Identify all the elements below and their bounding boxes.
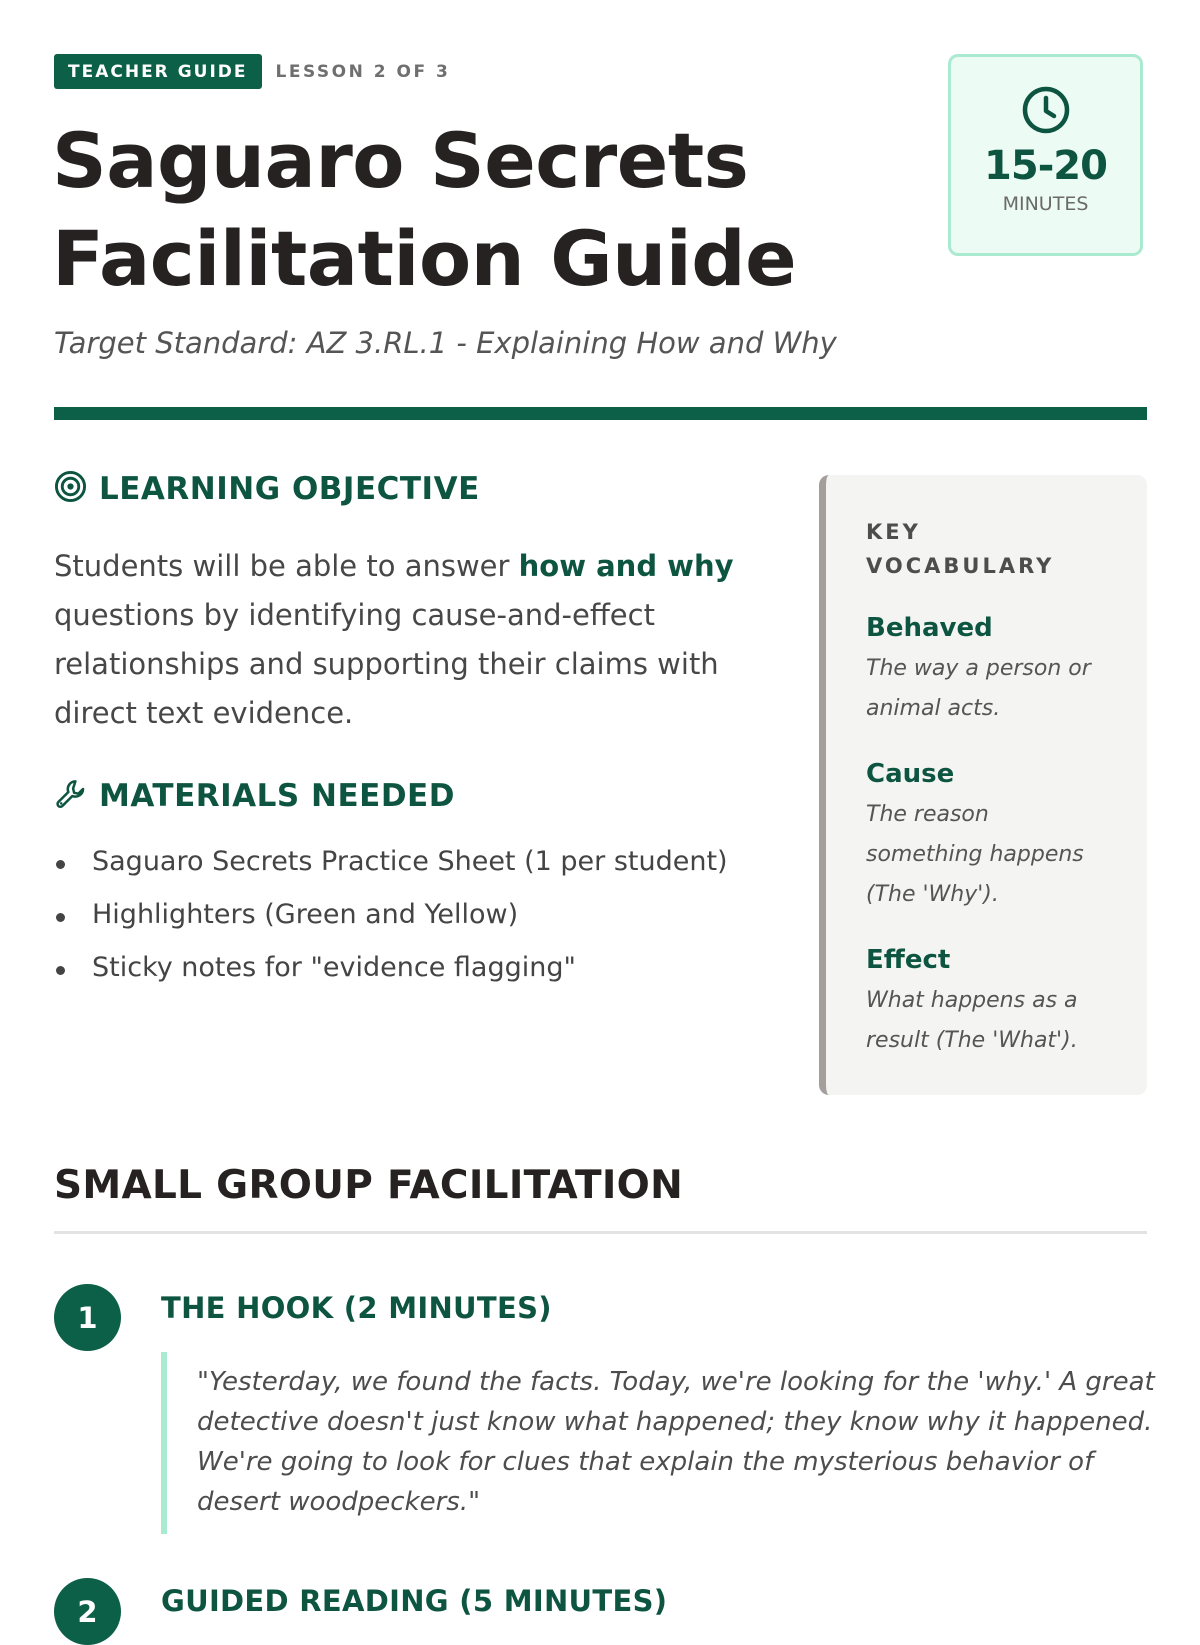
materials-list <box>54 842 728 1001</box>
page-title <box>52 112 796 308</box>
objective-emphasis: how and why <box>518 549 734 583</box>
teacher-guide-badge: TEACHER GUIDE <box>54 54 262 89</box>
step-number-badge: 2 <box>54 1578 121 1645</box>
objective-heading <box>54 470 480 507</box>
lesson-indicator: LESSON 2 OF 3 <box>275 61 451 82</box>
materials-heading-label: MATERIALS NEEDED <box>99 777 455 814</box>
key-vocabulary-card <box>819 475 1147 1095</box>
vocab-term: Behaved <box>866 613 993 643</box>
vocab-term: Effect <box>866 945 951 975</box>
vocab-definition: What happens as a result (The 'What'). <box>866 988 1078 1053</box>
vocab-definition: The way a person or animal acts. <box>866 656 1091 721</box>
list-item: Highlighters (Green and Yellow) <box>54 895 728 948</box>
list-item: Saguaro Secrets Practice Sheet (1 per student) <box>54 842 728 895</box>
facilitation-heading: SMALL GROUP FACILITATION <box>54 1163 684 1208</box>
teacher-guide-page <box>52 0 1155 1629</box>
vocab-term: Cause <box>866 759 955 789</box>
header-divider <box>54 407 1147 420</box>
target-icon <box>54 470 87 507</box>
step-title: GUIDED READING (5 MINUTES) <box>161 1584 668 1618</box>
clock-icon <box>951 85 1140 139</box>
objective-text <box>54 542 734 738</box>
list-item: Sticky notes for "evidence flagging" <box>54 948 728 1001</box>
objective-text-end: questions by identifying cause-and-effect relationships and supporting their claims with direct text evidence. <box>54 598 719 730</box>
step-number-badge: 1 <box>54 1284 121 1351</box>
header-tag-row <box>54 54 450 89</box>
target-standard: Target Standard: AZ 3.RL.1 - Explaining How and Why <box>54 326 837 360</box>
page-title-line1: Saguaro Secrets <box>52 116 749 205</box>
objective-heading-label: LEARNING OBJECTIVE <box>99 470 480 507</box>
vocab-definition: The reason something happens (The 'Why'). <box>866 802 1084 907</box>
materials-heading <box>54 777 455 814</box>
step-title: THE HOOK (2 MINUTES) <box>161 1291 552 1325</box>
page-title-line2: Facilitation Guide <box>52 214 797 303</box>
hook-script-quote: "Yesterday, we found the facts. Today, we're looking for the 'why.' A great detective doesn't just know what happened; they know why it happened. We're going to look for clues that explain the mysterious behavior of desert woodpeckers." <box>161 1352 1157 1534</box>
duration-unit: MINUTES <box>1002 193 1089 215</box>
facilitation-divider <box>54 1231 1147 1234</box>
vocabulary-heading: KEY VOCABULARY <box>866 520 1055 578</box>
duration-value: 15-20 <box>984 143 1107 189</box>
wrench-icon <box>54 777 87 814</box>
objective-text-start: Students will be able to answer <box>54 549 519 583</box>
duration-card <box>948 54 1143 256</box>
